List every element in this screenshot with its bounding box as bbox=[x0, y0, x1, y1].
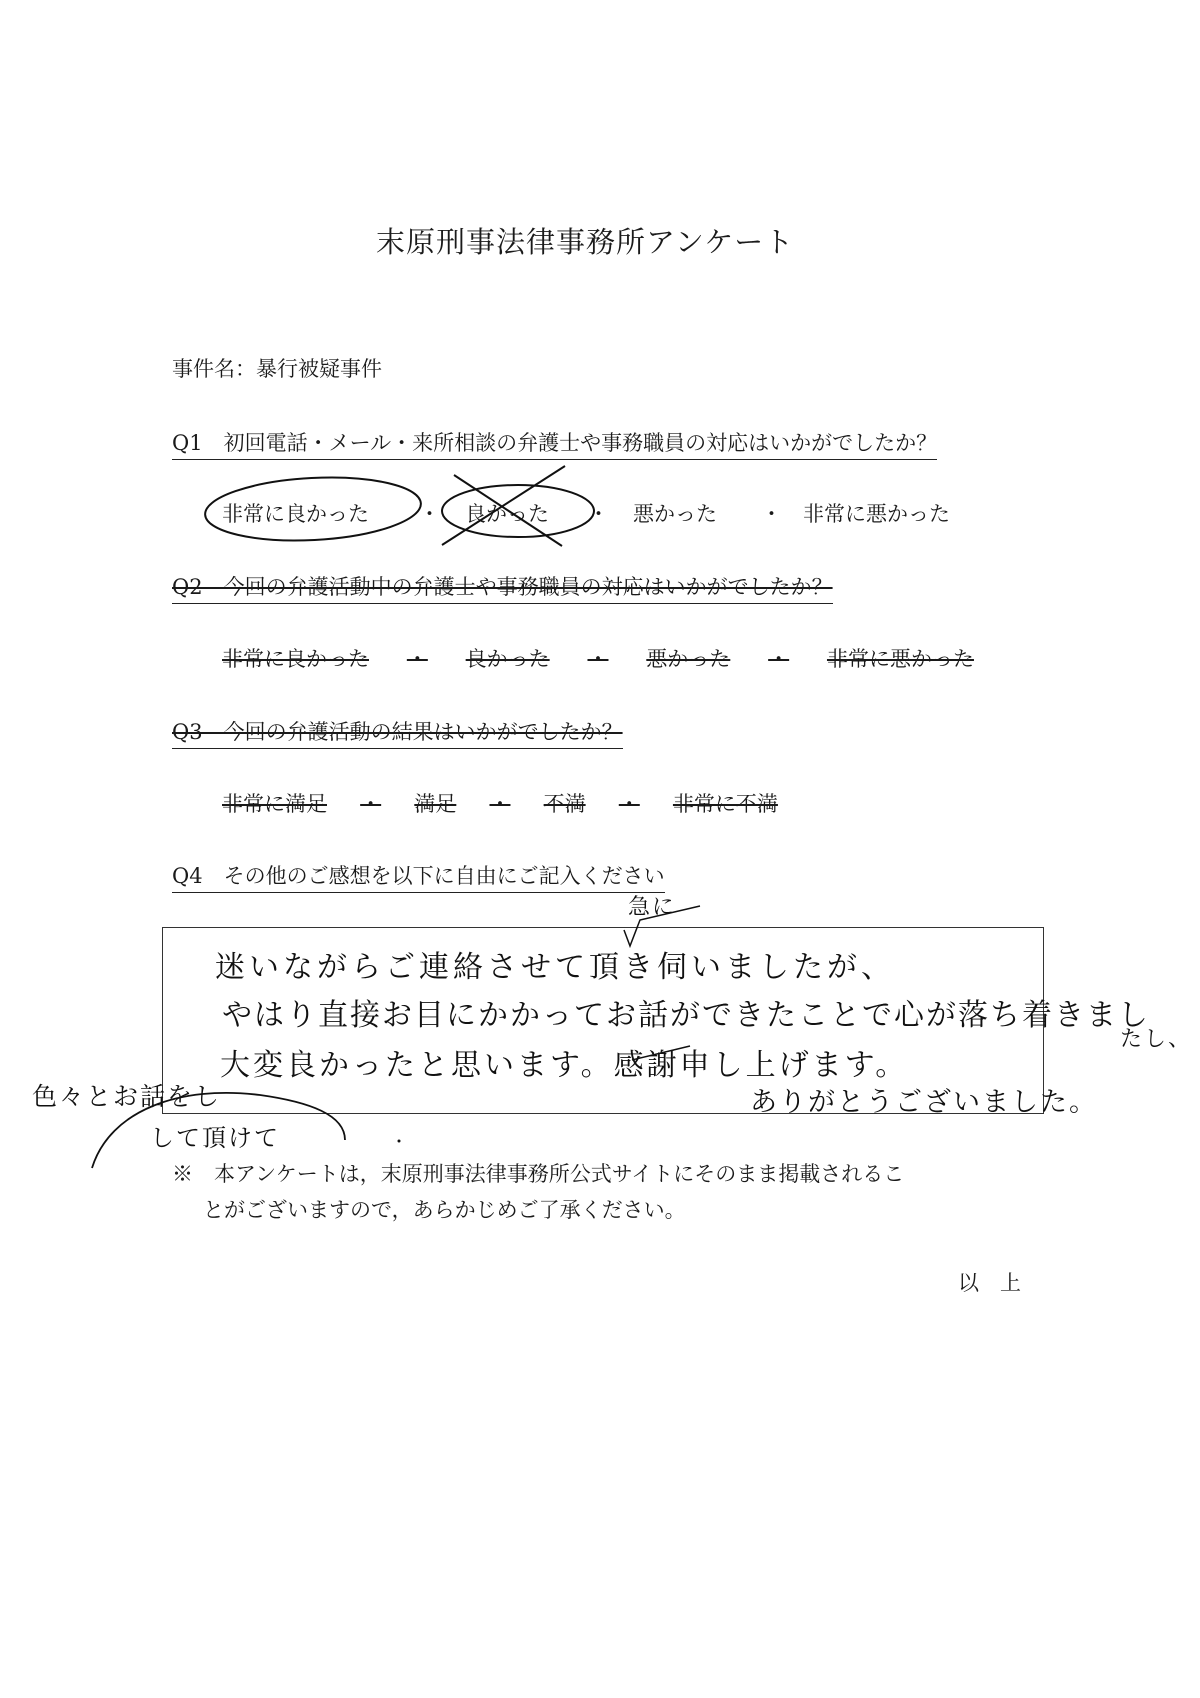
question-4-label: Q4 その他のご感想を以下に自由にご記入ください bbox=[172, 860, 665, 893]
handwritten-insertion: 急に bbox=[628, 895, 677, 920]
stray-dot-mark bbox=[398, 1140, 401, 1143]
handwritten-line-2-continuation: たし、 bbox=[1120, 1027, 1193, 1052]
notice-line-2: とがございますので，あらかじめご了承ください。 bbox=[203, 1198, 686, 1222]
q3-option-very-dissatisfied[interactable]: 非常に不満 bbox=[672, 792, 778, 816]
q3-separator: ・ bbox=[360, 792, 382, 816]
q3-separator: ・ bbox=[489, 792, 511, 816]
handwritten-margin-note-1: 色々とお話をし bbox=[32, 1082, 222, 1111]
q1-option-bad[interactable]: 悪かった bbox=[633, 502, 717, 526]
case-name: 事件名：暴行被疑事件 bbox=[172, 357, 382, 381]
q1-separator: ・ bbox=[419, 502, 440, 526]
q2-option-very-good[interactable]: 非常に良かった bbox=[222, 647, 369, 671]
handwritten-line-1: 迷いながらご連絡させて頂き伺いましたが、 bbox=[215, 950, 895, 985]
q2-option-very-bad[interactable]: 非常に悪かった bbox=[826, 647, 974, 671]
document-title: 末原刑事法律事務所アンケート bbox=[376, 225, 795, 259]
q3-option-satisfied[interactable]: 満足 bbox=[414, 792, 457, 816]
q2-separator: ・ bbox=[587, 647, 609, 671]
q1-circle-mark bbox=[204, 472, 423, 545]
q2-option-good[interactable]: 良かった bbox=[465, 647, 550, 671]
q1-option-good[interactable]: 良かった bbox=[465, 502, 549, 526]
q2-option-bad[interactable]: 悪かった bbox=[646, 647, 731, 671]
question-3-label: Q3 今回の弁護活動の結果はいかがでしたか？ bbox=[172, 716, 623, 749]
margin-insertion-curve bbox=[92, 1093, 345, 1168]
q1-separator: ・ bbox=[761, 502, 782, 526]
handwritten-line-4: ありがとうございました。 bbox=[750, 1087, 1098, 1118]
question-1-label: Q1 初回電話・メール・来所相談の弁護士や事務職員の対応はいかがでしたか？ bbox=[172, 427, 937, 460]
q1-option-very-good[interactable]: 非常に良かった bbox=[222, 502, 369, 526]
handwritten-margin-note-2: して頂けて bbox=[150, 1124, 280, 1152]
q3-option-very-satisfied[interactable]: 非常に満足 bbox=[222, 792, 327, 816]
q2-separator: ・ bbox=[768, 647, 790, 671]
notice-line-1: ※ 本アンケートは，末原刑事法律事務所公式サイトにそのまま掲載されるこ bbox=[172, 1162, 905, 1186]
q2-separator: ・ bbox=[406, 647, 428, 671]
q1-cross-mark bbox=[442, 466, 565, 546]
q1-option-very-bad[interactable]: 非常に悪かった bbox=[803, 502, 950, 526]
closing-mark: 以 上 bbox=[958, 1271, 1021, 1295]
handwritten-line-3: 大変良かったと思います。感謝申し上げます。 bbox=[220, 1048, 909, 1083]
insertion-caret-mark bbox=[624, 906, 700, 946]
handwritten-line-2: やはり直接お目にかかってお話ができたことで心が落ち着きまし bbox=[222, 998, 1150, 1033]
q3-option-dissatisfied[interactable]: 不満 bbox=[543, 792, 586, 816]
q3-separator: ・ bbox=[618, 792, 640, 816]
q1-separator: ・ bbox=[588, 502, 609, 526]
question-2-label: Q2 今回の弁護活動中の弁護士や事務職員の対応はいかがでしたか？ bbox=[172, 571, 833, 604]
scribble-mark bbox=[632, 1046, 690, 1060]
